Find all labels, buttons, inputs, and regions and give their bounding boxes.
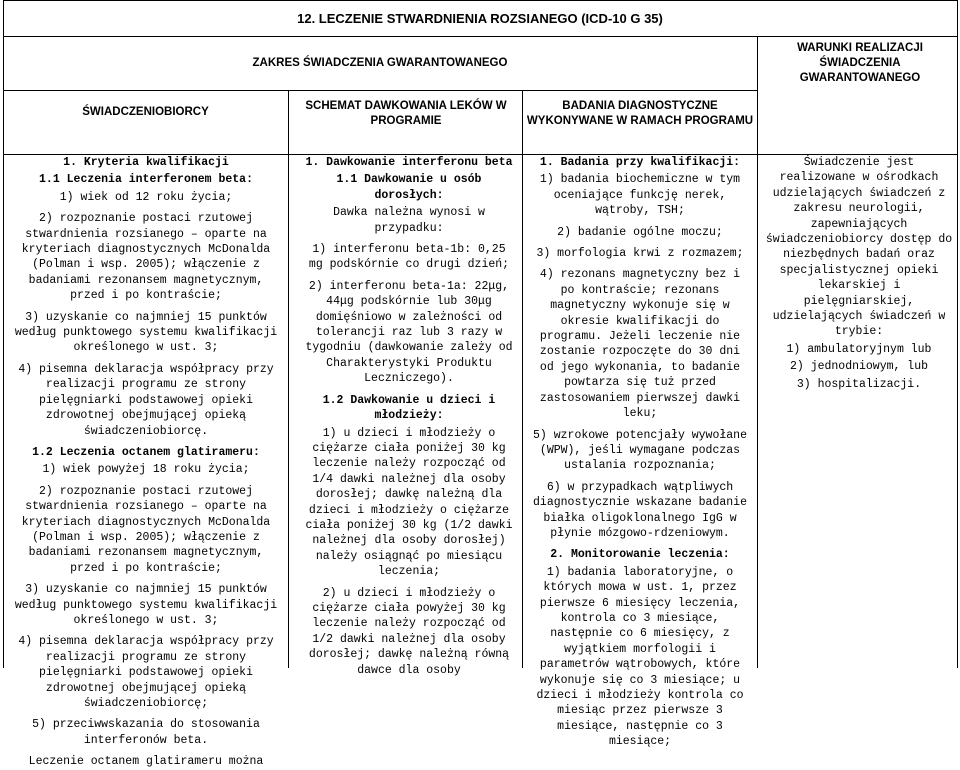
- paragraph: 3) hospitalizacji.: [796, 377, 922, 391]
- paragraph: 2) rozpoznanie postaci rzutowej stwardnienia rozsianego – oparte na kryteriach diagnostycznych McDonalda (Polman i wsp. 2005); włączenie z badaniami rezonansem magnetycznym, przed i po kontraście;: [21, 484, 271, 575]
- paragraph: 4) pisemna deklaracja współpracy przy realizacji programu ze strony pielęgniarki podstawowej opieki zdrowotnej obejmującej opieką świadczeniobiorcę.: [18, 362, 274, 438]
- paragraph: 4) rezonans magnetyczny bez i po kontraście; rezonans magnetyczny wykonuje się w okresie kwalifikacji do programu. Jeżeli leczenie nie zostanie rozpoczęte do 30 dni od jego wykonania, to badanie powtarza się tuż przed zastosowaniem pierwszej dawki leku;: [539, 268, 741, 421]
- column-warunki: [765, 155, 953, 668]
- paragraph: 2) interferonu beta-1a: 22μg, 44μg podskórnie lub 30μg domięśniowo w zależności od tolerancji raz lub 3 razy w tygodniu (dawkowanie zależy od Charakterystyki Produktu Leczniczego).: [305, 279, 513, 386]
- column-divider-3: [757, 36, 758, 668]
- paragraph: Świadczenie jest realizowane w ośrodkach udzielających świadczeń z zakresu neurologii, zapewniających świadczeniobiorcy dostęp do niezbędnych badań oraz specjalistycznej opieki lekarskiej i pielęgniarskiej, udzielających świadczeń w trybie:: [765, 156, 953, 339]
- paragraph: 1.2 Dawkowanie u dzieci i młodzieży:: [322, 393, 496, 423]
- paragraph: 2. Monitorowanie leczenia:: [550, 548, 730, 562]
- paragraph: 1) u dzieci i młodzieży o ciężarze ciała poniżej 30 kg leczenie należy rozpocząć od 1/4 dawki należnej dla osoby dorosłej; dawkę należną dla dzieci i młodzieży o ciężarze ciała poniżej 30 kg (1/2 dawki należnej dla osoby dorosłej) należy osiągnąć po miesiącu leczenia;: [305, 426, 513, 579]
- column-badania: [530, 155, 750, 749]
- paragraph: 1. Kryteria kwalifikacji: [63, 156, 229, 169]
- paragraph: 2) u dzieci i młodzieży o ciężarze ciała powyżej 30 kg leczenie należy rozpocząć od 1/2 dawki należnej dla osoby dorosłej; dawkę należną równą dawce dla osoby: [308, 586, 510, 677]
- header-swiadczeniobiorcy: ŚWIADCZENIOBIORCY: [82, 106, 209, 118]
- paragraph: Leczenie octanem glatirameru można: [28, 755, 264, 769]
- column-swiadczeniobiorcy: [8, 155, 284, 769]
- column-divider-1: [288, 90, 289, 668]
- paragraph: 3) uzyskanie co najmniej 15 punktów według punktowego systemu kwalifikacji określonego w ust. 3;: [14, 310, 278, 355]
- paragraph: 1.1 Dawkowanie u osób dorosłych:: [336, 173, 482, 202]
- paragraph: 5) wzrokowe potencjały wywołane (WPW), jeśli wymagane podczas ustalania rozpoznania;: [533, 428, 747, 473]
- paragraph: 2) jednodniowym, lub: [789, 360, 929, 374]
- paragraph: 1. Badania przy kwalifikacji:: [539, 156, 741, 169]
- header-zakres: ZAKRES ŚWIADCZENIA GWARANTOWANEGO: [252, 57, 508, 69]
- paragraph: 1.1 Leczenia interferonem beta:: [39, 173, 253, 187]
- table-border-right: [957, 0, 958, 668]
- paragraph: 1.2 Leczenia octanem glatirameru:: [32, 445, 260, 459]
- paragraph: 1) badania laboratoryjne, o których mowa w ust. 1, przez pierwsze 6 miesięcy leczenia, kontrola co 3 miesiące, następnie co 6 miesięcy, z wyjątkiem morfologii i parametrów wątrobowych, które wykonuje się co 3 miesiące; u dzieci i młodzieży kontrola co miesiąc przez pierwsze 3 miesiące, następnie co 3 miesiące;: [536, 565, 744, 749]
- document-title: 12. LECZENIE STWARDNIENIA ROZSIANEGO (ICD-10 G 35): [297, 10, 663, 26]
- paragraph: 1. Dawkowanie interferonu beta: [305, 156, 513, 169]
- header-badania: BADANIA DIAGNOSTYCZNE WYKONYWANE W RAMACH PROGRAMU: [526, 100, 754, 127]
- header-schemat-dawkowania: SCHEMAT DAWKOWANIA LEKÓW W PROGRAMIE: [305, 100, 507, 127]
- paragraph: 1) badania biochemiczne w tym oceniające funkcję nerek, wątroby, TSH;: [539, 173, 741, 218]
- paragraph: 1) interferonu beta-1b: 0,25 mg podskórnie co drugi dzień;: [308, 243, 510, 272]
- paragraph: 4) pisemna deklaracja współpracy przy realizacji programu ze strony pielęgniarki podstawowej opieki zdrowotnej obejmującej opieką świadczeniobiorcę;: [18, 635, 274, 710]
- column-divider-2: [522, 90, 523, 668]
- paragraph: 2) rozpoznanie postaci rzutowej stwardnienia rozsianego – oparte na kryteriach diagnostycznych McDonalda (Polman i wsp. 2005); włączenie z badaniami rezonansem magnetycznym, przed i po kontraście;: [21, 212, 271, 303]
- paragraph: 6) w przypadkach wątpliwych diagnostycznie wskazane badanie białka oligoklonalnego IgG w płynie mózgowo-rdzeniowym.: [533, 480, 747, 540]
- header-warunki: WARUNKI REALIZACJI ŚWIADCZENIA GWARANTOWANEGO: [797, 41, 923, 84]
- paragraph: 1) wiek powyżej 18 roku życia;: [42, 463, 250, 477]
- column-schemat-dawkowania: [304, 155, 514, 677]
- paragraph: 5) przeciwwskazania do stosowania interferonów beta.: [32, 718, 260, 747]
- paragraph: 3) morfologia krwi z rozmazem;: [536, 247, 744, 261]
- paragraph: 1) ambulatoryjnym lub: [786, 342, 932, 356]
- paragraph: 1) wiek od 12 roku życia;: [59, 190, 233, 204]
- paragraph: 2) badanie ogólne moczu;: [557, 225, 723, 239]
- paragraph: Dawka należna wynosi w przypadku:: [333, 206, 485, 235]
- paragraph: 3) uzyskanie co najmniej 15 punktów według punktowego systemu kwalifikacji określonego w ust. 3;: [14, 583, 278, 627]
